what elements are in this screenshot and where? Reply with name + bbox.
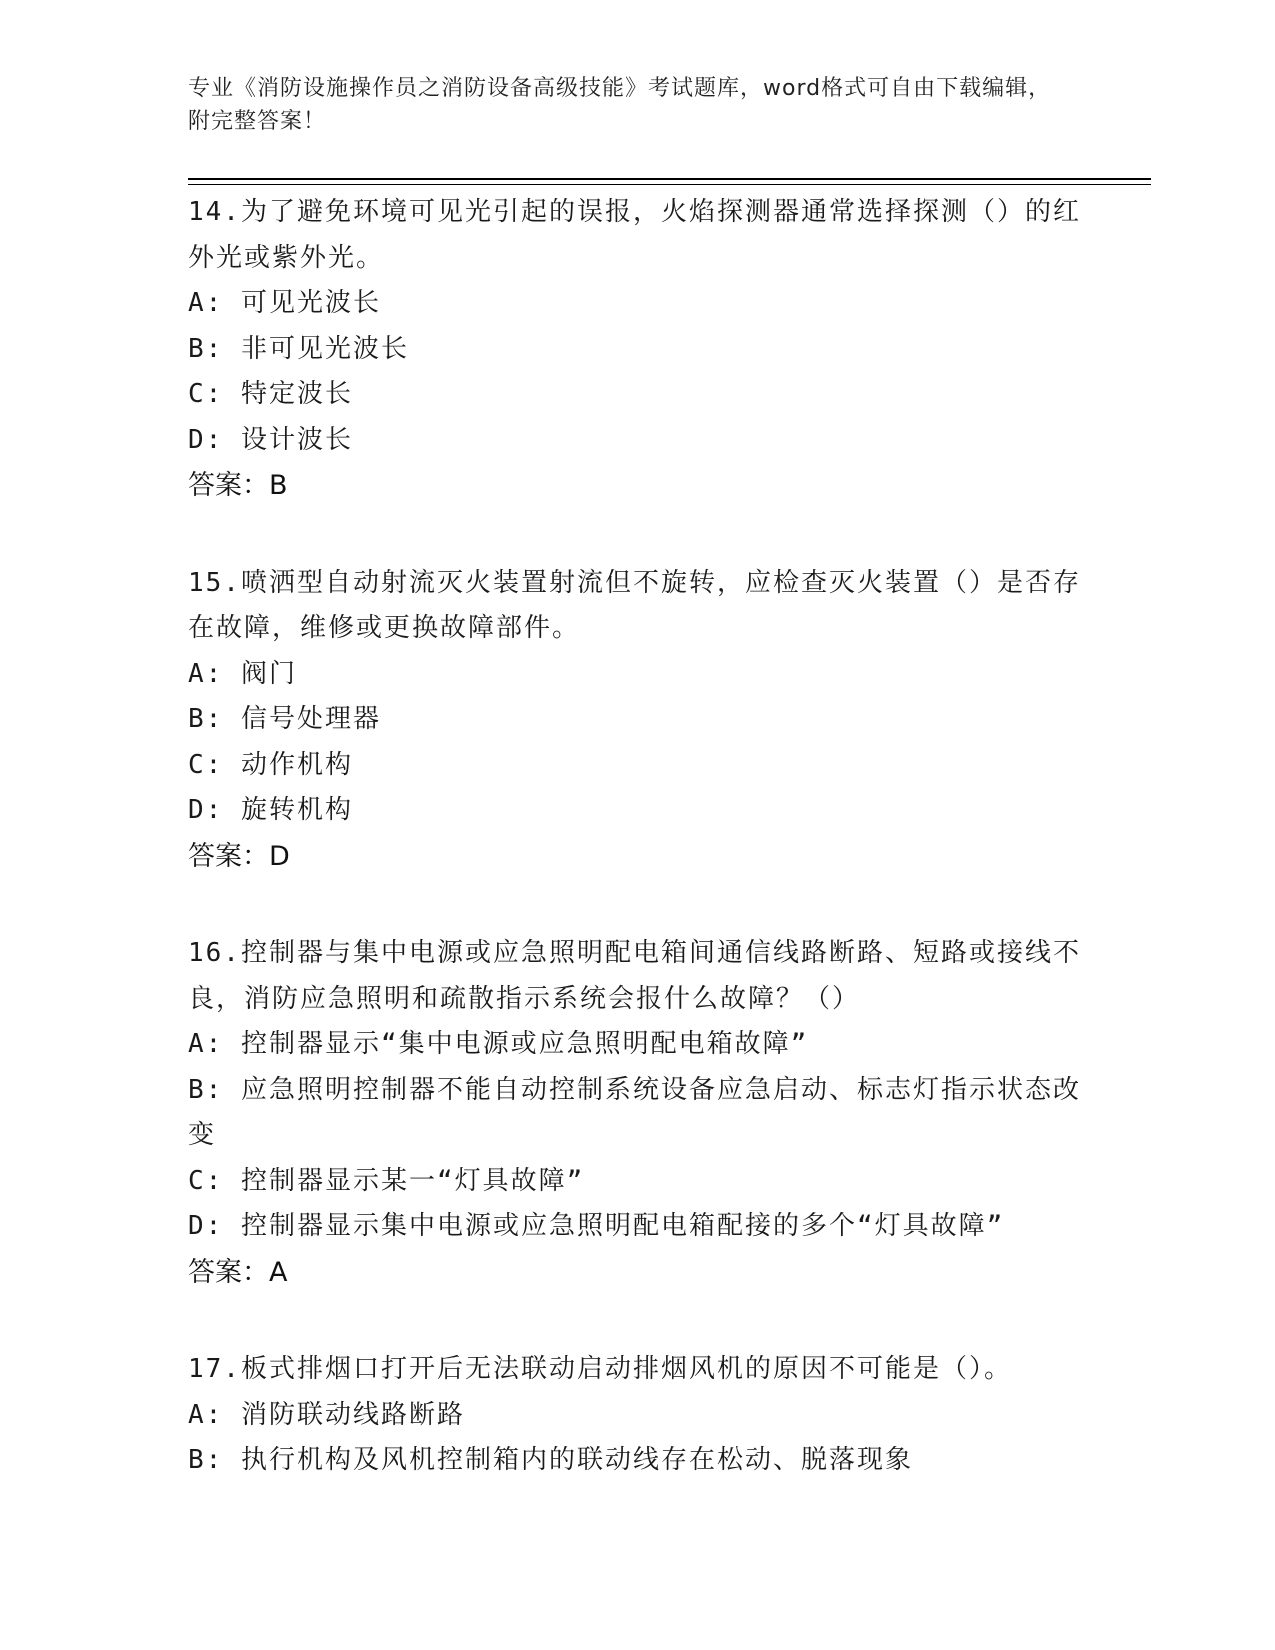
question-stem: 15.喷洒型自动射流灭火装置射流但不旋转，应检查灭火装置（）是否存在故障，维修或更换故障部件。 (188, 567, 1081, 643)
option-b: B: 信号处理器 (188, 704, 381, 734)
header-divider-thin (188, 184, 1151, 185)
option-c: C: 特定波长 (188, 379, 353, 409)
option-b: B: 执行机构及风机控制箱内的联动线存在松动、脱落现象 (188, 1445, 913, 1475)
question-17 (188, 1347, 1088, 1484)
answer-label: 答案：D (188, 840, 290, 872)
question-stem: 14.为了避免环境可见光引起的误报，火焰探测器通常选择探测（）的红外光或紫外光。 (188, 197, 1081, 273)
option-d: D: 设计波长 (188, 424, 353, 455)
question-14 (188, 190, 1088, 509)
option-a: A: 可见光波长 (188, 288, 381, 318)
option-d: D: 控制器显示集中电源或应急照明配电箱配接的多个“灯具故障” (188, 1211, 1005, 1241)
option-a: A: 阀门 (188, 658, 297, 689)
question-16 (188, 931, 1088, 1295)
answer-label: 答案：B (188, 470, 288, 501)
document-header: 专业《消防设施操作员之消防设备高级技能》考试题库，word格式可自由下载编辑，附完整答案！ (188, 76, 1052, 134)
header-divider-thick (188, 178, 1151, 180)
option-c: C: 动作机构 (188, 749, 353, 780)
option-c: C: 控制器显示某一“灯具故障” (188, 1165, 585, 1196)
question-stem: 16.控制器与集中电源或应急照明配电箱间通信线路断路、短路或接线不良，消防应急照明和疏散指示系统会报什么故障？（） (188, 938, 1081, 1014)
option-a: A: 控制器显示“集中电源或应急照明配电箱故障” (188, 1029, 809, 1059)
answer-label: 答案：A (188, 1256, 288, 1288)
option-b: B: 应急照明控制器不能自动控制系统设备应急启动、标志灯指示状态改变 (188, 1074, 1081, 1150)
option-d: D: 旋转机构 (188, 795, 353, 825)
question-list (188, 190, 1088, 1536)
question-15 (188, 561, 1088, 880)
question-stem: 17.板式排烟口打开后无法联动启动排烟风机的原因不可能是（）。 (188, 1354, 1012, 1384)
option-b: B: 非可见光波长 (188, 333, 409, 364)
option-a: A: 消防联动线路断路 (188, 1399, 465, 1430)
